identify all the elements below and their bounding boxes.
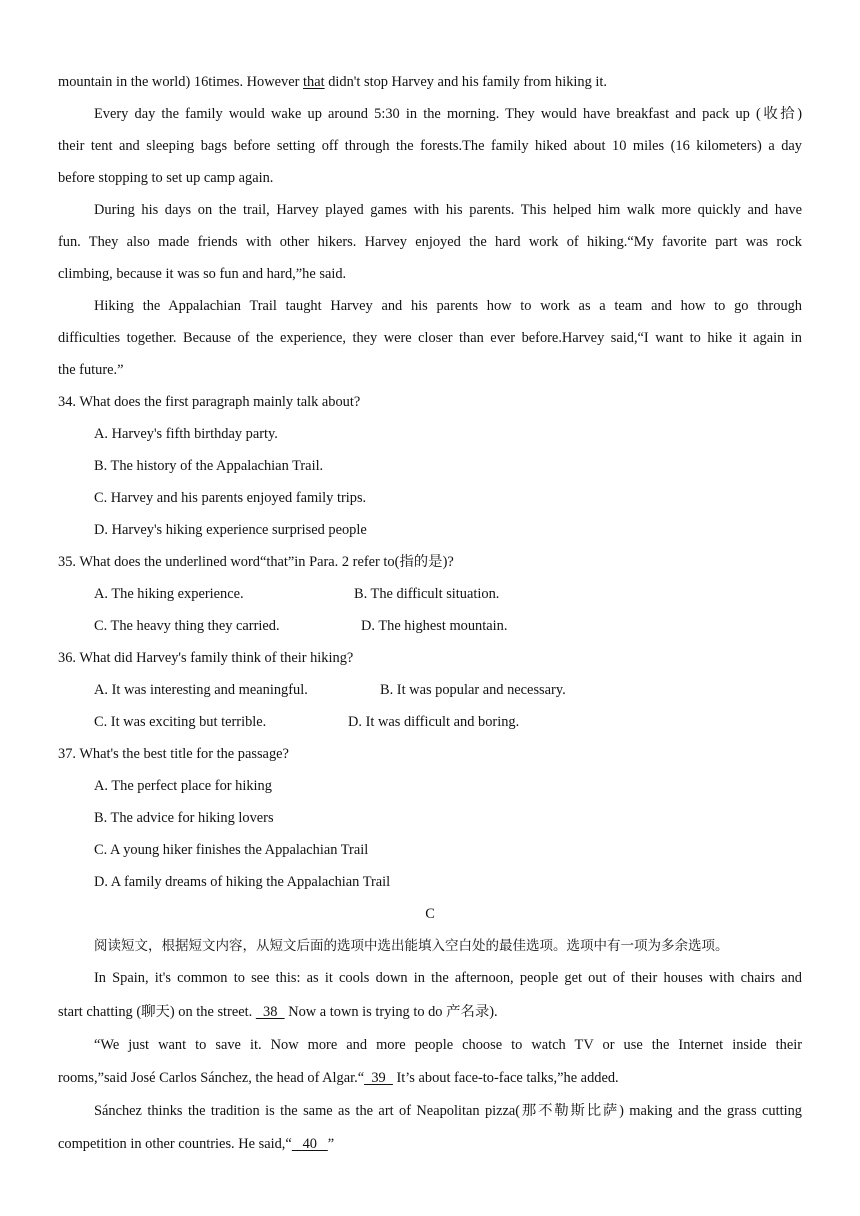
exam-page	[58, 66, 802, 1161]
option-c: C. Harvey and his parents enjoyed family trips.	[94, 490, 367, 506]
option-row	[58, 706, 802, 738]
option-a: A. The hiking experience.	[94, 586, 244, 602]
text: ”	[327, 1136, 335, 1152]
paragraph-teamwork	[58, 290, 802, 386]
passage-line: In Spain, it's common to see this: as it cools down in the afternoon, people get out of their houses with chairs and	[94, 970, 802, 986]
passage-line: During his days on the trail, Harvey played games with his parents. This helped him walk more quickly and have	[94, 202, 802, 218]
option-row	[58, 578, 802, 610]
option-b: B. The advice for hiking lovers	[94, 810, 274, 826]
paragraph-morning-routine	[58, 98, 802, 194]
question-35	[58, 546, 802, 642]
question-stem: 36. What did Harvey's family think of their hiking?	[58, 650, 354, 666]
paragraph-neapolitan	[58, 1095, 802, 1161]
option-a: A. It was interesting and meaningful.	[94, 682, 308, 698]
text: mountain in the world) 16times. However	[58, 74, 303, 90]
passage-line: Every day the family would wake up around 5:30 in the morning. They would have breakfast and pack up (收拾)	[94, 106, 802, 122]
passage-line	[58, 1128, 802, 1161]
question-36	[58, 642, 802, 738]
text: competition in other countries. He said,“	[58, 1136, 292, 1152]
paragraph-sanchez-quote	[58, 1029, 802, 1095]
option-a: A. The perfect place for hiking	[94, 778, 272, 794]
underlined-word: that	[303, 74, 325, 90]
question-34	[58, 386, 802, 546]
text: start chatting (聊天) on the street.	[58, 1004, 256, 1020]
paragraph-spain-tradition	[58, 962, 802, 1029]
blank-39: 39	[364, 1070, 393, 1086]
section-heading: C	[425, 906, 435, 922]
paragraph-on-the-trail	[58, 194, 802, 290]
question-37	[58, 738, 802, 898]
text: Now a town is trying to do 产名录).	[284, 1004, 498, 1020]
passage-line: the future.”	[58, 362, 124, 378]
passage-line	[58, 995, 802, 1029]
blank-38: 38	[255, 1004, 285, 1020]
option-row	[58, 674, 802, 706]
text: rooms,”said José Carlos Sánchez, the head of Algar.“	[58, 1070, 365, 1086]
passage-line: their tent and sleeping bags before setting off through the forests.The family hiked about 10 miles (16 kilometers) a day	[58, 138, 802, 154]
question-stem: 37. What's the best title for the passage?	[58, 746, 289, 762]
option-c: C. The heavy thing they carried.	[94, 618, 280, 634]
passage-line: Hiking the Appalachian Trail taught Harvey and his parents how to work as a team and how to go through	[94, 298, 802, 314]
option-a: A. Harvey's fifth birthday party.	[94, 426, 278, 442]
passage-line: before stopping to set up camp again.	[58, 170, 274, 186]
option-b: B. It was popular and necessary.	[380, 682, 566, 698]
section-instruction: 阅读短文，根据短文内容，从短文后面的选项中选出能填入空白处的最佳选项。选项中有一项为多余选项。	[94, 938, 729, 954]
option-d: D. It was difficult and boring.	[348, 714, 520, 730]
passage-line: climbing, because it was so fun and hard,”he said.	[58, 266, 347, 282]
text: It’s about face-to-face talks,”he added.	[392, 1070, 619, 1086]
question-stem: 35. What does the underlined word“that”in Para. 2 refer to(指的是)?	[58, 554, 454, 570]
text: didn't stop Harvey and his family from hiking it.	[324, 74, 607, 90]
passage-line	[58, 66, 802, 98]
passage-line: “We just want to save it. Now more and more people choose to watch TV or use the Internet inside their	[94, 1037, 802, 1053]
blank-40: 40	[291, 1136, 328, 1152]
passage-line: Sánchez thinks the tradition is the same as the art of Neapolitan pizza(那不勒斯比萨) making and the grass cutting	[94, 1103, 802, 1119]
question-stem: 34. What does the first paragraph mainly talk about?	[58, 394, 361, 410]
option-c: C. It was exciting but terrible.	[94, 714, 267, 730]
option-row	[58, 610, 802, 642]
passage-line: fun. They also made friends with other hikers. Harvey enjoyed the hard work of hiking.“My favorite part was rock	[58, 234, 802, 250]
option-b: B. The difficult situation.	[354, 586, 500, 602]
option-c: C. A young hiker finishes the Appalachian Trail	[94, 842, 369, 858]
option-d: D. Harvey's hiking experience surprised people	[94, 522, 367, 538]
option-d: D. A family dreams of hiking the Appalachian Trail	[94, 874, 391, 890]
passage-line: difficulties together. Because of the experience, they were closer than ever before.Harvey said,“I want to hike it again in	[58, 330, 802, 346]
option-d: D. The highest mountain.	[361, 618, 508, 634]
passage-line	[58, 1062, 802, 1095]
option-b: B. The history of the Appalachian Trail.	[94, 458, 324, 474]
